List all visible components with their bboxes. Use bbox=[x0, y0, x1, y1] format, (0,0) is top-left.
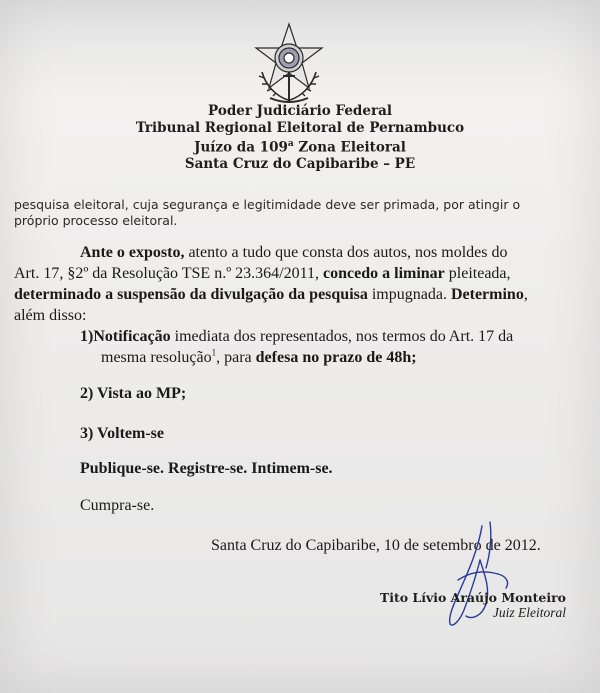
list-item-3: 3) Voltem-se bbox=[80, 425, 164, 442]
cumpra-line: Cumpra-se. bbox=[80, 497, 155, 514]
court-header bbox=[100, 103, 500, 173]
list-item-1-line-2: mesma resolução$^1$, para defesa no prazo de 48h; bbox=[101, 347, 417, 366]
footnote-marker: 1 bbox=[211, 347, 217, 358]
paragraph-line-3: determinado a suspensão da divulgação da pesquisa impugnada. Determino, bbox=[14, 286, 528, 303]
coat-of-arms-icon bbox=[252, 22, 326, 106]
list-item-2: 2) Vista ao MP; bbox=[80, 385, 187, 402]
paragraph-line-1: Ante o exposto, atento a tudo que consta dos autos, nos moldes do bbox=[80, 244, 508, 261]
list-item-1-line-1: 1)Notificação imediata dos representados, nos termos do Art. 17 da bbox=[80, 328, 514, 345]
intro-line-1: pesquisa eleitoral, cuja segurança e legitimidade deve ser primada, por atingir o bbox=[14, 197, 521, 212]
header-line-4: Santa Cruz do Capibaribe – PE bbox=[184, 156, 416, 172]
date-line: Santa Cruz do Capibaribe, 10 de setembro de 2012. bbox=[211, 537, 541, 554]
signatory-role: Juiz Eleitoral bbox=[492, 605, 566, 620]
signatory-name: Tito Lívio Araújo Monteiro bbox=[379, 590, 566, 605]
header-line-2: Tribunal Regional Eleitoral de Pernambuco bbox=[135, 119, 465, 136]
paragraph-line-4: além disso: bbox=[14, 307, 87, 324]
publique-line: Publique-se. Registre-se. Intimem-se. bbox=[80, 460, 333, 477]
intro-line-2: próprio processo eleitoral. bbox=[14, 213, 178, 228]
paragraph-line-2: Art. 17, §2º da Resolução TSE n.º 23.364/2011, concedo a liminar pleiteada, bbox=[14, 265, 511, 282]
header-line-3: Juízo da 109$^a$ Zona Eleitoral bbox=[194, 139, 406, 156]
header-line-1: Poder Judiciário Federal bbox=[208, 103, 392, 119]
